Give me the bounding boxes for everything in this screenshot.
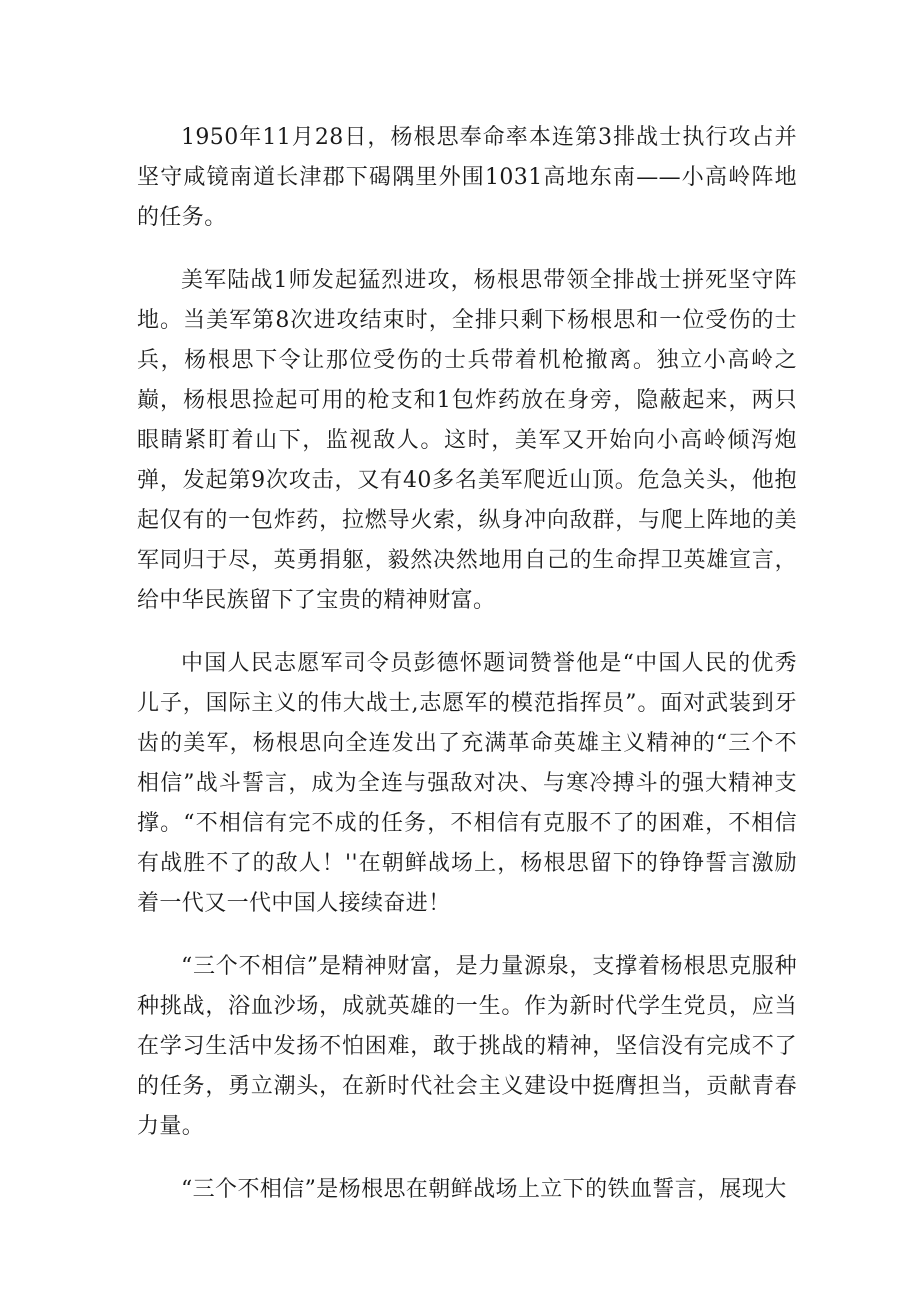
- paragraph-spiritual-wealth: “三个不相信”是精神财富，是力量源泉，支撑着杨根思克服种种挑战，浴血沙场，成就英雄的一生。作为新时代学生党员，应当在学习生活中发扬不怕困难，敢于挑战的精神，坚信没有完成不了的任务，勇立潮头，在新时代社会主义建设中挺膺担当，贡献青春力量。: [137, 954, 797, 1139]
- paragraph-iron-oath: “三个不相信”是杨根思在朝鲜战场上立下的铁血誓言，展现大: [181, 1177, 787, 1202]
- paragraph-three-disbeliefs-oath: 中国人民志愿军司令员彭德怀题词赞誉他是“中国人民的优秀儿子，国际主义的伟大战士,志愿军的模范指挥员”。面对武装到牙齿的美军，杨根思向全连发出了充满革命英雄主义精神的“三个不相信”战斗誓言，成为全连与强敌对决、与寒冷搏斗的强大精神支撑。“不相信有完不成的任务，不相信有克服不了的困难，不相信有战胜不了的敌人！''在朝鲜战场上，杨根思留下的铮铮誓言激励着一代又一代中国人接续奋进！: [137, 651, 797, 916]
- document-body: [137, 118, 797, 1210]
- paragraph-battle-mission: 1950年11月28日，杨根思奉命率本连第3排战士执行攻占并坚守咸镜南道长津郡下碣隅里外围1031高地东南——小高岭阵地的任务。: [137, 125, 797, 230]
- paragraph-last-stand: 美军陆战1师发起猛烈进攻，杨根思带领全排战士拼死坚守阵地。当美军第8次进攻结束时，全排只剩下杨根思和一位受伤的士兵，杨根思下令让那位受伤的士兵带着机枪撤离。独立小高岭之巅，杨根思捡起可用的枪支和1包炸药放在身旁，隐蔽起来，两只眼睛紧盯着山下，监视敌人。这时，美军又开始向小高岭倾泻炮弹，发起第9次攻击，又有40多名美军爬近山顶。危急关头，他抱起仅有的一包炸药，拉燃导火索，纵身冲向敌群，与爬上阵地的美军同归于尽，英勇捐躯，毅然决然地用自己的生命捍卫英雄宣言，给中华民族留下了宝贵的精神财富。: [137, 268, 797, 613]
